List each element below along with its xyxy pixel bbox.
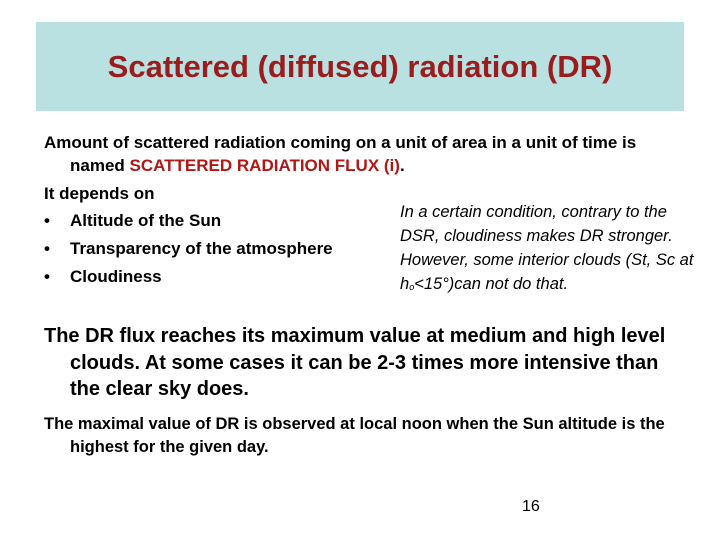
slide-title: Scattered (diffused) radiation (DR) <box>107 48 613 84</box>
max-flux-paragraph: The DR flux reaches its maximum value at medium and high level clouds. At some cases it can be 2-3 times more intensive than the clear sky does. <box>44 325 666 400</box>
factor-label: Transparency of the atmosphere <box>70 239 333 258</box>
title-banner <box>36 22 684 111</box>
page-number: 16 <box>522 498 540 515</box>
intro-paragraph <box>44 131 684 177</box>
factor-list <box>44 209 333 293</box>
bullet-icon: • <box>44 267 50 286</box>
note-end: <15°)can not do that. <box>414 275 569 293</box>
note-subscript: o <box>409 282 415 292</box>
intro-end: . <box>399 156 405 175</box>
cloudiness-note <box>400 200 700 299</box>
list-item <box>44 209 333 237</box>
list-item <box>44 265 333 293</box>
list-item <box>44 237 333 265</box>
factor-label: Cloudiness <box>70 267 162 286</box>
bullet-icon: • <box>44 211 50 230</box>
noon-paragraph: The maximal value of DR is observed at local noon when the Sun altitude is the highest for the given day. <box>44 415 665 456</box>
flux-term-highlight: SCATTERED RADIATION FLUX (i) <box>129 156 400 175</box>
note-text: In a certain condition, contrary to the DSR, cloudiness makes DR stronger. However, some interior clouds (St, Sc at h <box>400 203 694 293</box>
depends-on-label: It depends on <box>44 184 155 203</box>
factor-label: Altitude of the Sun <box>70 211 222 230</box>
bullet-icon: • <box>44 239 50 258</box>
intro-text: Amount of scattered radiation coming on a unit of area in a unit of time is named <box>44 133 637 175</box>
